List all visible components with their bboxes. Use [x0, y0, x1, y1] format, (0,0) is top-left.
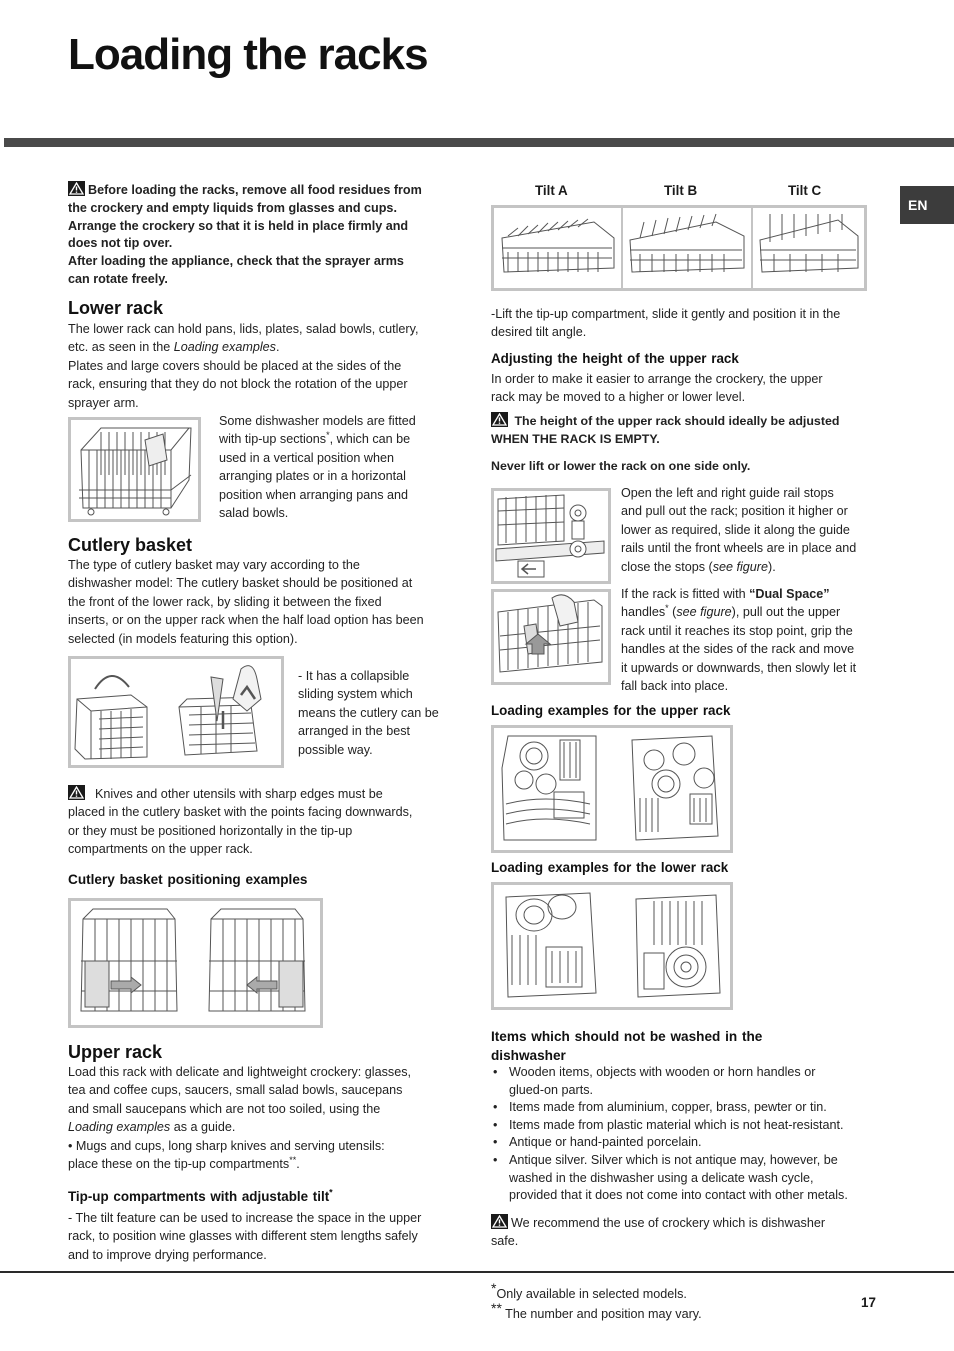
tilt-figure: [491, 205, 867, 291]
adjust-height-heading: Adjusting the height of the upper rack: [491, 351, 739, 366]
collapsible-text: - It has a collapsible sliding system which means the cutlery can be arranged in the best possible way.: [298, 669, 439, 757]
lower-rack-heading: Lower rack: [68, 298, 164, 318]
header-rule: [4, 138, 954, 147]
tilt-b-label: Tilt B: [664, 183, 698, 198]
guide-rail-text: Open the left and right guide rail stops and pull out the rack; position it higher or lower as required, slide it along the guide rails until the front wheels are in place and close the stops (see figure).: [621, 486, 857, 574]
list-item: • Antique silver. Silver which is not antique may, however, be washed in the dishwasher using a delicate wash cycle, provided that it does not come into contact with other metals.: [491, 1152, 891, 1205]
adjust-height-text: In order to make it easier to arrange the crockery, the upper rack may be moved to a higher or lower level.: [491, 372, 823, 405]
loading-lower-heading: Loading examples for the lower rack: [491, 860, 729, 875]
tip-up-text: - The tilt feature can be used to increase the space in the upper rack, to position wine glasses with different stem lengths safely and to improve drying performance.: [68, 1211, 422, 1262]
list-item: • Items made from plastic material which is not heat-resistant.: [491, 1117, 891, 1135]
crockery-recommendation: We recommend the use of crockery which is dishwasher safe.: [491, 1216, 826, 1249]
loading-lower-figure: [491, 882, 733, 1010]
guide-rail-figure: [491, 488, 611, 584]
page-title: Loading the racks: [68, 30, 428, 79]
items-list: [491, 1064, 891, 1205]
lower-rack-figure: [68, 417, 201, 522]
upper-rack-heading: Upper rack: [68, 1042, 163, 1062]
list-item: • Antique or hand-painted porcelain.: [491, 1134, 891, 1152]
footnotes: *Only available in selected models. ** The number and position may vary.: [491, 1279, 702, 1321]
cutlery-basket-heading: Cutlery basket: [68, 535, 193, 555]
dual-space-figure: [491, 589, 611, 685]
empty-rack-warning: The height of the upper rack should ideally be adjusted WHEN THE RACK IS EMPTY.: [491, 414, 840, 447]
tilt-c-label: Tilt C: [788, 183, 822, 198]
tip-up-heading: Tip-up compartments with adjustable tilt*: [68, 1187, 333, 1204]
cutlery-basket-figure: [68, 656, 284, 768]
lower-rack-text: The lower rack can hold pans, lids, plates, salad bowls, cutlery, etc. as seen in the Loading examples. Plates and large covers should be placed at the sides of the rack, ensuring that they do not block the rotation of the upper sprayer arm.: [68, 322, 419, 410]
knives-warning: Knives and other utensils with sharp edges must be placed in the cutlery basket with the points facing downwards, or they must be positioned horizontally in the tip-up compartments on the upper rack.: [68, 787, 413, 857]
tilt-a-label: Tilt A: [535, 183, 568, 198]
tilt-description: -Lift the tip-up compartment, slide it gently and position it in the desired tilt angle.: [491, 307, 841, 340]
cutlery-positioning-figure: [68, 898, 323, 1028]
upper-rack-text: Load this rack with delicate and lightweight crockery: glasses, tea and coffee cups, saucers, small salad bowls, saucepans and small saucepans which are not too soiled, using the Loading examples as a guide. • Mugs and cups, long sharp knives and serving utensils: place these on the tip-up compartments**.: [68, 1065, 412, 1172]
language-tab: EN: [900, 186, 954, 224]
intro-warning: Before loading the racks, remove all food residues from the crockery and empty liquids from glasses and cups. Arrange the crockery so that it is held in place firmly and does not tip over. After loading the appliance, check that the sprayer arms can rotate freely.: [68, 183, 422, 286]
dual-space-text: If the rack is fitted with “Dual Space” handles* (see figure), pull out the upper rack until it reaches its stop point, grip the handles at the sides of the rack and move it upwards or downwards, then slowly let it fall back into place.: [621, 587, 857, 694]
list-item: • Items made from aluminium, copper, brass, pewter or tin.: [491, 1099, 891, 1117]
warning-icon: [491, 412, 508, 427]
never-lift-note: Never lift or lower the rack on one side only.: [491, 459, 751, 473]
warning-icon: [491, 1214, 508, 1229]
loading-upper-heading: Loading examples for the upper rack: [491, 703, 731, 718]
footer-rule: [0, 1271, 954, 1273]
cutlery-examples-heading: Cutlery basket positioning examples: [68, 872, 308, 887]
list-item: • Wooden items, objects with wooden or horn handles or glued-on parts.: [491, 1064, 891, 1099]
cutlery-basket-text: The type of cutlery basket may vary according to the dishwasher model: The cutlery basket should be positioned at the front of the lower rack, by sliding it between the fixed inserts, or on the upper rack when the half load option has been selected (in models featuring this option).: [68, 558, 424, 646]
items-not-washed-heading: Items which should not be washed in the dishwasher: [491, 1029, 763, 1063]
loading-upper-figure: [491, 725, 733, 853]
warning-icon: [68, 785, 85, 800]
tip-up-sections-text: Some dishwasher models are fitted with tip-up sections*, which can be used in a vertical position when arranging plates or in a horizontal position when arranging pans and salad bowls.: [219, 414, 416, 521]
page-number: 17: [861, 1295, 876, 1310]
warning-icon: [68, 181, 85, 196]
